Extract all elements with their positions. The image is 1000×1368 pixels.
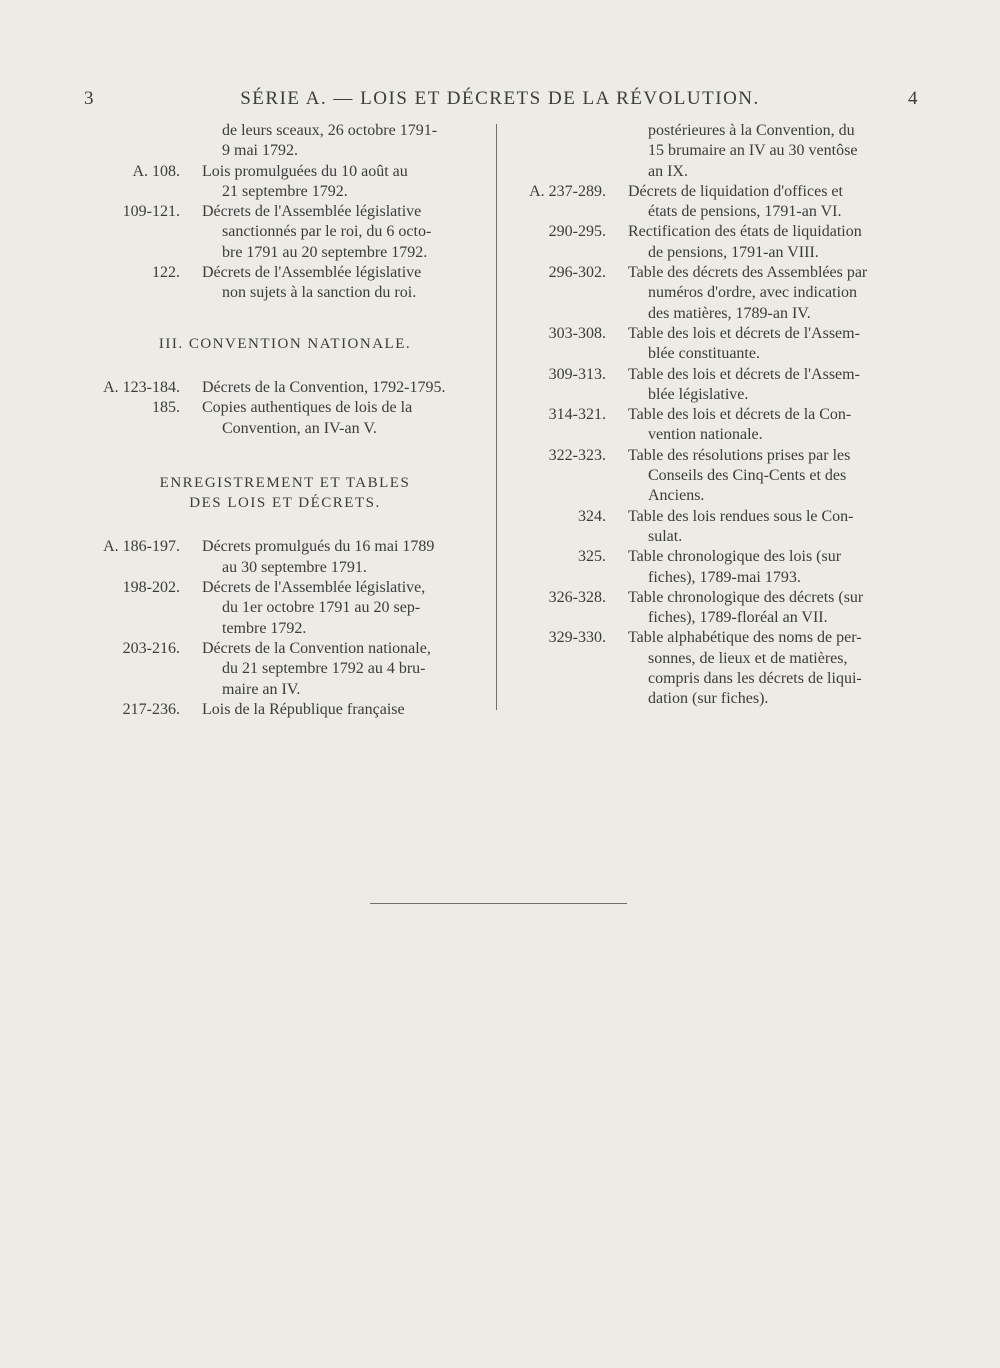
entry-line: Convention, an IV-an V. <box>222 419 377 437</box>
catalog-entry <box>508 182 920 223</box>
entry-line: sanctionnés par le roi, du 6 octo- <box>222 223 432 241</box>
page-number-left: 3 <box>84 88 95 109</box>
catalog-entry <box>84 162 486 203</box>
entry-description <box>202 639 486 700</box>
entry-reference: 296-302. <box>548 264 606 282</box>
entry-line: dation (sur fiches). <box>648 690 769 708</box>
catalog-entry <box>508 547 920 588</box>
entry-line: Table des lois et décrets de l'Assem- <box>628 365 860 383</box>
entry-line: vention nationale. <box>648 426 763 444</box>
entry-reference: 290-295. <box>548 223 606 241</box>
entry-line: Table chronologique des décrets (sur <box>628 588 864 606</box>
entry-line: de pensions, 1791-an VIII. <box>648 243 819 261</box>
running-title: SÉRIE A. — LOIS ET DÉCRETS DE LA RÉVOLUTION. <box>240 88 760 109</box>
entry-description <box>202 121 486 162</box>
right-column <box>508 121 920 710</box>
entry-description <box>628 182 920 223</box>
section-heading-convention: III. CONVENTION NATIONALE. <box>158 335 412 352</box>
entry-description <box>628 263 920 324</box>
entry-line: sonnes, de lieux et de matières, <box>648 649 848 667</box>
entry-line: Conseils des Cinq-Cents et des <box>648 467 847 485</box>
entry-reference: 122. <box>152 264 180 282</box>
entry-line: Table des résolutions prises par les <box>628 446 851 464</box>
entry-line: maire an IV. <box>222 680 301 698</box>
entry-line: Décrets de l'Assemblée législative <box>202 264 422 282</box>
entry-reference: A. 108. <box>132 162 180 180</box>
entry-description <box>628 588 920 629</box>
entry-description <box>628 507 920 548</box>
entry-line: Table chronologique des lois (sur <box>628 548 842 566</box>
catalog-entry <box>84 121 486 162</box>
entry-description <box>628 628 920 709</box>
catalog-entry <box>84 398 486 439</box>
catalog-entry <box>508 324 920 365</box>
entry-description <box>628 365 920 406</box>
entry-description <box>628 547 920 588</box>
entry-reference: 303-308. <box>548 324 606 342</box>
catalog-entry <box>508 222 920 263</box>
entry-description <box>202 537 486 578</box>
entry-reference: A. 237-289. <box>529 182 606 200</box>
entry-line: de leurs sceaux, 26 octobre 1791- <box>222 122 438 139</box>
entry-description <box>628 446 920 507</box>
entry-line: 15 brumaire an IV au 30 ventôse <box>648 142 858 160</box>
left-column <box>84 121 486 720</box>
entry-description <box>628 405 920 446</box>
entry-line: Décrets de l'Assemblée législative <box>202 203 422 221</box>
entry-line: compris dans les décrets de liqui- <box>648 670 862 688</box>
entry-line: Lois promulguées du 10 août au <box>202 162 408 180</box>
entry-line: Décrets de la Convention nationale, <box>202 639 431 657</box>
catalog-entry <box>84 578 486 639</box>
entry-reference: 109-121. <box>122 203 180 221</box>
catalog-entry <box>84 700 486 720</box>
catalog-entry <box>508 121 920 182</box>
entry-description <box>202 398 486 439</box>
entry-line: Décrets de l'Assemblée législative, <box>202 579 426 597</box>
entry-reference: 324. <box>578 507 606 525</box>
entry-line: Rectification des états de liquidation <box>628 223 862 241</box>
entry-line: sulat. <box>648 527 683 545</box>
entry-description <box>202 700 486 720</box>
entry-reference: 326-328. <box>548 588 606 606</box>
entry-reference: 185. <box>152 399 180 417</box>
entry-line: an IX. <box>648 162 688 180</box>
catalog-entry <box>508 446 920 507</box>
entry-reference: A. 123-184. <box>103 378 180 396</box>
entry-line: du 1er octobre 1791 au 20 sep- <box>222 599 421 617</box>
entry-line: Décrets promulgués du 16 mai 1789 <box>202 538 435 556</box>
catalog-entry <box>84 263 486 304</box>
entry-description <box>628 121 920 182</box>
entry-line: Décrets de la Convention, 1792-1795. <box>202 378 446 396</box>
entry-line: Table alphabétique des noms de per- <box>628 629 862 647</box>
catalog-entry <box>508 628 920 709</box>
page-number-right: 4 <box>908 88 919 109</box>
entry-reference <box>508 121 628 182</box>
column-divider <box>496 124 497 710</box>
entry-reference: 203-216. <box>122 639 180 657</box>
entry-line: Table des lois et décrets de la Con- <box>628 406 852 424</box>
catalog-entry <box>508 405 920 446</box>
entry-line: au 30 septembre 1791. <box>222 558 367 576</box>
entry-line: Décrets de liquidation d'offices et <box>628 182 843 200</box>
entry-line: bre 1791 au 20 septembre 1792. <box>222 243 428 261</box>
entry-description <box>628 324 920 365</box>
entry-reference: 329-330. <box>548 629 606 647</box>
catalog-entry <box>84 639 486 700</box>
entry-line: Anciens. <box>648 487 705 505</box>
entry-line: Table des décrets des Assemblées par <box>628 264 868 282</box>
entry-line: postérieures à la Convention, du <box>648 122 855 139</box>
catalog-entry <box>508 263 920 324</box>
entry-description <box>202 263 486 304</box>
bottom-rule <box>370 903 627 904</box>
catalog-entry <box>508 588 920 629</box>
entry-reference: 314-321. <box>548 406 606 424</box>
entry-line: états de pensions, 1791-an VI. <box>648 203 842 221</box>
section-heading-enregistrement-line1: ENREGISTREMENT ET TABLES <box>159 474 411 491</box>
entry-line: blée constituante. <box>648 345 760 363</box>
entry-line: du 21 septembre 1792 au 4 bru- <box>222 660 426 678</box>
catalog-entry <box>508 365 920 406</box>
entry-line: Table des lois et décrets de l'Assem- <box>628 324 860 342</box>
entry-reference: 309-313. <box>548 365 606 383</box>
entry-line: fiches), 1789-floréal an VII. <box>648 609 828 627</box>
entry-line: fiches), 1789-mai 1793. <box>648 568 801 586</box>
entry-line: blée législative. <box>648 385 749 403</box>
entry-reference: A. 186-197. <box>103 538 180 556</box>
entry-reference: 198-202. <box>122 579 180 597</box>
entry-line: 9 mai 1792. <box>222 142 298 160</box>
catalog-entry <box>508 507 920 548</box>
entry-description <box>202 578 486 639</box>
catalog-entry <box>84 202 486 263</box>
entry-line: des matières, 1789-an IV. <box>648 304 811 322</box>
entry-description <box>202 378 486 398</box>
entry-line: Table des lois rendues sous le Con- <box>628 507 854 525</box>
running-header <box>0 88 1000 116</box>
entry-reference: 325. <box>578 548 606 566</box>
entry-line: 21 septembre 1792. <box>222 182 348 200</box>
catalog-entry <box>84 537 486 578</box>
entry-line: Copies authentiques de lois de la <box>202 399 413 417</box>
entry-line: Lois de la République française <box>202 700 405 718</box>
entry-reference: 217-236. <box>122 700 180 718</box>
entry-line: numéros d'ordre, avec indication <box>648 284 858 302</box>
entry-line: non sujets à la sanction du roi. <box>222 284 417 302</box>
entry-description <box>202 162 486 203</box>
entry-description <box>628 222 920 263</box>
entry-description <box>202 202 486 263</box>
entry-line: tembre 1792. <box>222 619 307 637</box>
entry-reference: 322-323. <box>548 446 606 464</box>
section-heading-enregistrement-line2: DES LOIS ET DÉCRETS. <box>189 495 381 512</box>
entry-reference <box>84 121 202 162</box>
catalog-entry <box>84 378 486 398</box>
